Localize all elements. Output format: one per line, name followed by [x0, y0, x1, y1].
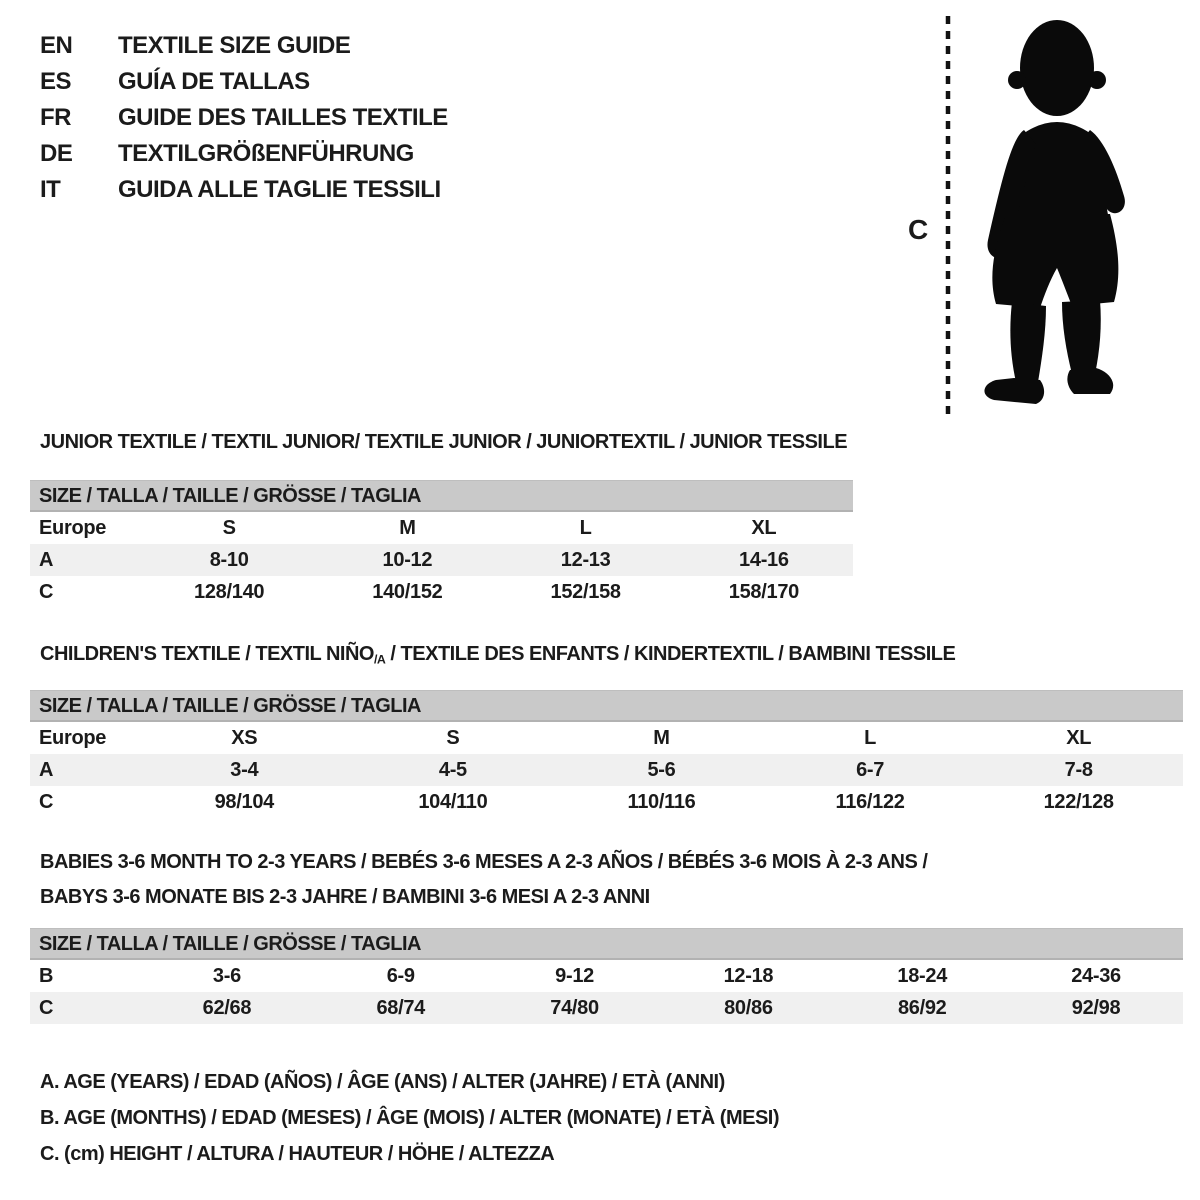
size-value-cell: 116/122 — [835, 790, 905, 813]
size-value-cell: 5-6 — [647, 758, 676, 781]
height-measure-label: C — [908, 214, 929, 245]
language-row — [40, 172, 448, 208]
size-value-cell: 92/98 — [1071, 996, 1121, 1019]
size-value-cell: 140/152 — [372, 580, 443, 603]
language-code: IT — [40, 176, 61, 203]
language-title-list — [40, 28, 448, 208]
size-table-row — [30, 754, 1183, 786]
guide-title: GUÍA DE TALLAS — [118, 68, 310, 95]
heading-line-1: BABIES 3-6 MONTH TO 2-3 YEARS / BEBÉS 3-6 MESES A 2-3 AÑOS / BÉBÉS 3-6 MOIS À 2-3 ANS / — [40, 851, 928, 873]
language-row — [40, 64, 448, 100]
size-value-cell: 18-24 — [897, 964, 948, 987]
size-value-cell: XL — [1066, 726, 1092, 749]
row-label: A — [39, 758, 54, 781]
size-table-row — [30, 512, 853, 544]
junior-size-table — [30, 480, 853, 608]
size-table-row — [30, 786, 1183, 818]
size-value-cell: L — [864, 726, 877, 749]
size-value-cell: 86/92 — [897, 996, 947, 1019]
guide-title: TEXTILGRÖßENFÜHRUNG — [118, 140, 414, 167]
size-value-cell: 68/74 — [376, 996, 426, 1019]
size-value-cell: 10-12 — [382, 548, 433, 571]
size-value-cell: 3-4 — [230, 758, 259, 781]
size-value-cell: 6-9 — [386, 964, 415, 987]
size-value-cell: 12-18 — [723, 964, 774, 987]
row-label: B — [39, 964, 54, 987]
size-table-header: SIZE / TALLA / TAILLE / GRÖSSE / TAGLIA — [30, 480, 853, 512]
size-value-cell: L — [579, 516, 592, 539]
language-code: ES — [40, 68, 72, 95]
children-size-table — [30, 690, 1183, 818]
size-value-cell: 8-10 — [209, 548, 249, 571]
table-body — [30, 512, 853, 608]
size-value-cell: 24-36 — [1071, 964, 1121, 987]
size-table-header: SIZE / TALLA / TAILLE / GRÖSSE / TAGLIA — [30, 928, 1183, 960]
size-table-row — [30, 722, 1183, 754]
row-label: Europe — [39, 726, 107, 749]
size-table-row — [30, 960, 1183, 992]
size-value-cell: 158/170 — [728, 580, 799, 603]
language-code: DE — [40, 140, 73, 167]
heading-text: / TEXTILE DES ENFANTS / KINDERTEXTIL / BAMBINI TESSILE — [385, 643, 956, 665]
guide-title: GUIDE DES TAILLES TEXTILE — [118, 104, 448, 131]
row-label: C — [39, 580, 54, 603]
size-value-cell: XS — [231, 726, 258, 749]
toddler-silhouette-icon — [962, 18, 1138, 418]
language-row — [40, 100, 448, 136]
size-table-row — [30, 544, 853, 576]
size-value-cell: 80/86 — [724, 996, 773, 1019]
heading-text: CHILDREN'S TEXTILE / TEXTIL NIÑO — [40, 643, 374, 665]
table-body — [30, 722, 1183, 818]
guide-title: TEXTILE SIZE GUIDE — [118, 32, 351, 59]
size-value-cell: 7-8 — [1064, 758, 1093, 781]
footnote-height-cm: C. (cm) HEIGHT / ALTURA / HAUTEUR / HÖHE / ALTEZZA — [40, 1143, 555, 1165]
size-value-cell: 3-6 — [212, 964, 241, 987]
language-row — [40, 28, 448, 64]
size-value-cell: 128/140 — [194, 580, 265, 603]
size-value-cell: M — [399, 516, 416, 539]
size-value-cell: 110/116 — [627, 790, 696, 813]
babies-section-heading — [40, 845, 927, 915]
size-value-cell: S — [446, 726, 460, 749]
footnote-age-months: B. AGE (MONTHS) / EDAD (MESES) / ÂGE (MOIS) / ALTER (MONATE) / ETÀ (MESI) — [40, 1107, 780, 1129]
language-code: FR — [40, 104, 71, 131]
language-row — [40, 136, 448, 172]
size-value-cell: 104/110 — [418, 790, 488, 813]
size-value-cell: S — [222, 516, 236, 539]
table-body — [30, 960, 1183, 1024]
row-label: Europe — [39, 516, 107, 539]
row-label: C — [39, 996, 54, 1019]
babies-size-table — [30, 928, 1183, 1024]
size-value-cell: 14-16 — [739, 548, 789, 571]
size-value-cell: 152/158 — [550, 580, 621, 603]
children-section-heading — [40, 642, 955, 671]
size-value-cell: 9-12 — [555, 964, 594, 987]
guide-title: GUIDA ALLE TAGLIE TESSILI — [118, 176, 441, 203]
size-value-cell: 74/80 — [550, 996, 599, 1019]
size-value-cell: 98/104 — [214, 790, 274, 813]
junior-section-heading: JUNIOR TEXTILE / TEXTIL JUNIOR/ TEXTILE JUNIOR / JUNIORTEXTIL / JUNIOR TESSILE — [40, 431, 848, 453]
size-value-cell: XL — [751, 516, 777, 539]
footnote-age-years: A. AGE (YEARS) / EDAD (AÑOS) / ÂGE (ANS) / ALTER (JAHRE) / ETÀ (ANNI) — [40, 1071, 725, 1093]
footnote-legend — [40, 1064, 779, 1172]
size-table-row — [30, 992, 1183, 1024]
size-table-row — [30, 576, 853, 608]
size-value-cell: 6-7 — [856, 758, 885, 781]
size-table-header: SIZE / TALLA / TAILLE / GRÖSSE / TAGLIA — [30, 690, 1183, 722]
language-code: EN — [40, 32, 73, 59]
heading-line-2: BABYS 3-6 MONATE BIS 2-3 JAHRE / BAMBINI 3-6 MESI A 2-3 ANNI — [40, 886, 650, 908]
size-value-cell: M — [653, 726, 670, 749]
size-value-cell: 4-5 — [438, 758, 467, 781]
size-value-cell: 62/68 — [202, 996, 252, 1019]
size-value-cell: 12-13 — [560, 548, 611, 571]
row-label: A — [39, 548, 54, 571]
row-label: C — [39, 790, 54, 813]
heading-subscript: /A — [373, 652, 386, 667]
height-measure-line — [944, 16, 952, 416]
size-value-cell: 122/128 — [1043, 790, 1114, 813]
